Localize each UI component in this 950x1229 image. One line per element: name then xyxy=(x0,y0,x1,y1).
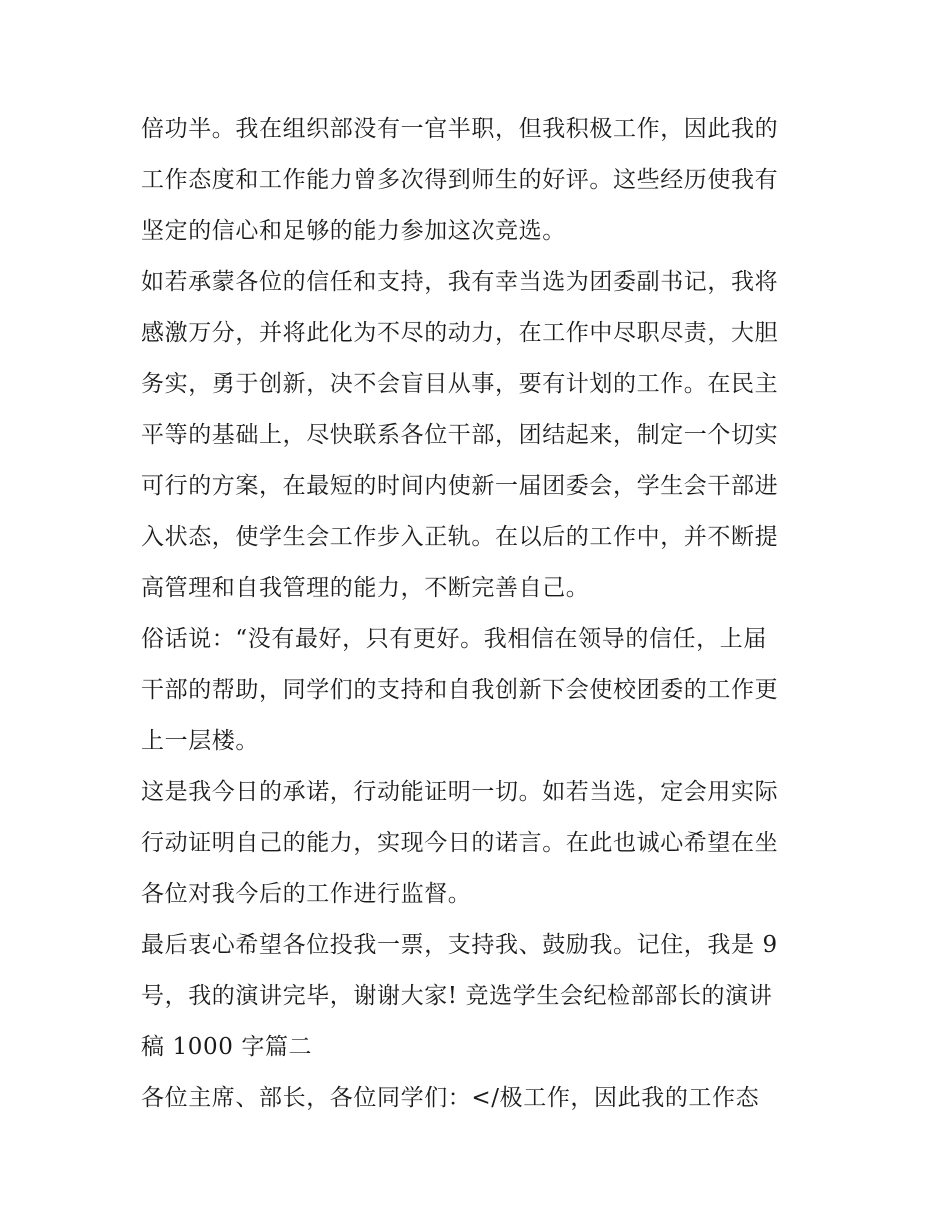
text-line: 号，我的演讲完毕，谢谢大家! 竞选学生会纪检部部长的演讲 xyxy=(141,983,773,1009)
paragraph-4 xyxy=(141,767,821,920)
text-line: 干部的帮助，同学们的支持和自我创新下会使校团委的工作更 xyxy=(141,677,779,703)
text-line: 上一层楼。 xyxy=(141,728,259,754)
text-line: 行动证明自己的能力，实现今日的诺言。在此也诚心希望在坐 xyxy=(141,830,779,856)
text-line: 平等的基础上，尽快联系各位干部，团结起来，制定一个切实 xyxy=(141,422,779,448)
paragraph-1 xyxy=(141,104,821,257)
paragraph-6 xyxy=(141,1073,821,1124)
text-line: 入状态，使学生会工作步入正轨。在以后的工作中，并不断提 xyxy=(141,524,779,550)
paragraph-2 xyxy=(141,257,821,614)
text-line: 坚定的信心和足够的能力参加这次竞选。 xyxy=(141,218,566,244)
paragraph-3 xyxy=(141,614,821,767)
text-line: 稿 1000 字篇二 xyxy=(141,1034,313,1060)
text-line: 工作态度和工作能力曾多次得到师生的好评。这些经历使我有 xyxy=(141,167,779,193)
text-line: 各位主席、部长，各位同学们：</极工作，因此我的工作态 xyxy=(141,1085,760,1111)
paragraph-5 xyxy=(141,920,821,1073)
text-line: 务实，勇于创新，决不会盲目从事，要有计划的工作。在民主 xyxy=(141,371,779,397)
text-line: 俗话说：“没有最好，只有更好。我相信在领导的信任，上届 xyxy=(141,626,767,652)
text-line: 倍功半。我在组织部没有一官半职，但我积极工作，因此我的 xyxy=(141,116,779,142)
text-line: 最后衷心希望各位投我一票，支持我、鼓励我。记住，我是 9 xyxy=(141,932,778,958)
text-line: 可行的方案，在最短的时间内使新一届团委会，学生会干部进 xyxy=(141,473,779,499)
text-line: 如若承蒙各位的信任和支持，我有幸当选为团委副书记，我将 xyxy=(141,269,779,295)
text-line: 这是我今日的承诺，行动能证明一切。如若当选，定会用实际 xyxy=(141,779,779,805)
text-line: 高管理和自我管理的能力，不断完善自己。 xyxy=(141,575,590,601)
document-body xyxy=(141,104,821,1124)
text-line: 各位对我今后的工作进行监督。 xyxy=(141,881,472,907)
text-line: 感激万分，并将此化为不尽的动力，在工作中尽职尽责，大胆 xyxy=(141,320,779,346)
